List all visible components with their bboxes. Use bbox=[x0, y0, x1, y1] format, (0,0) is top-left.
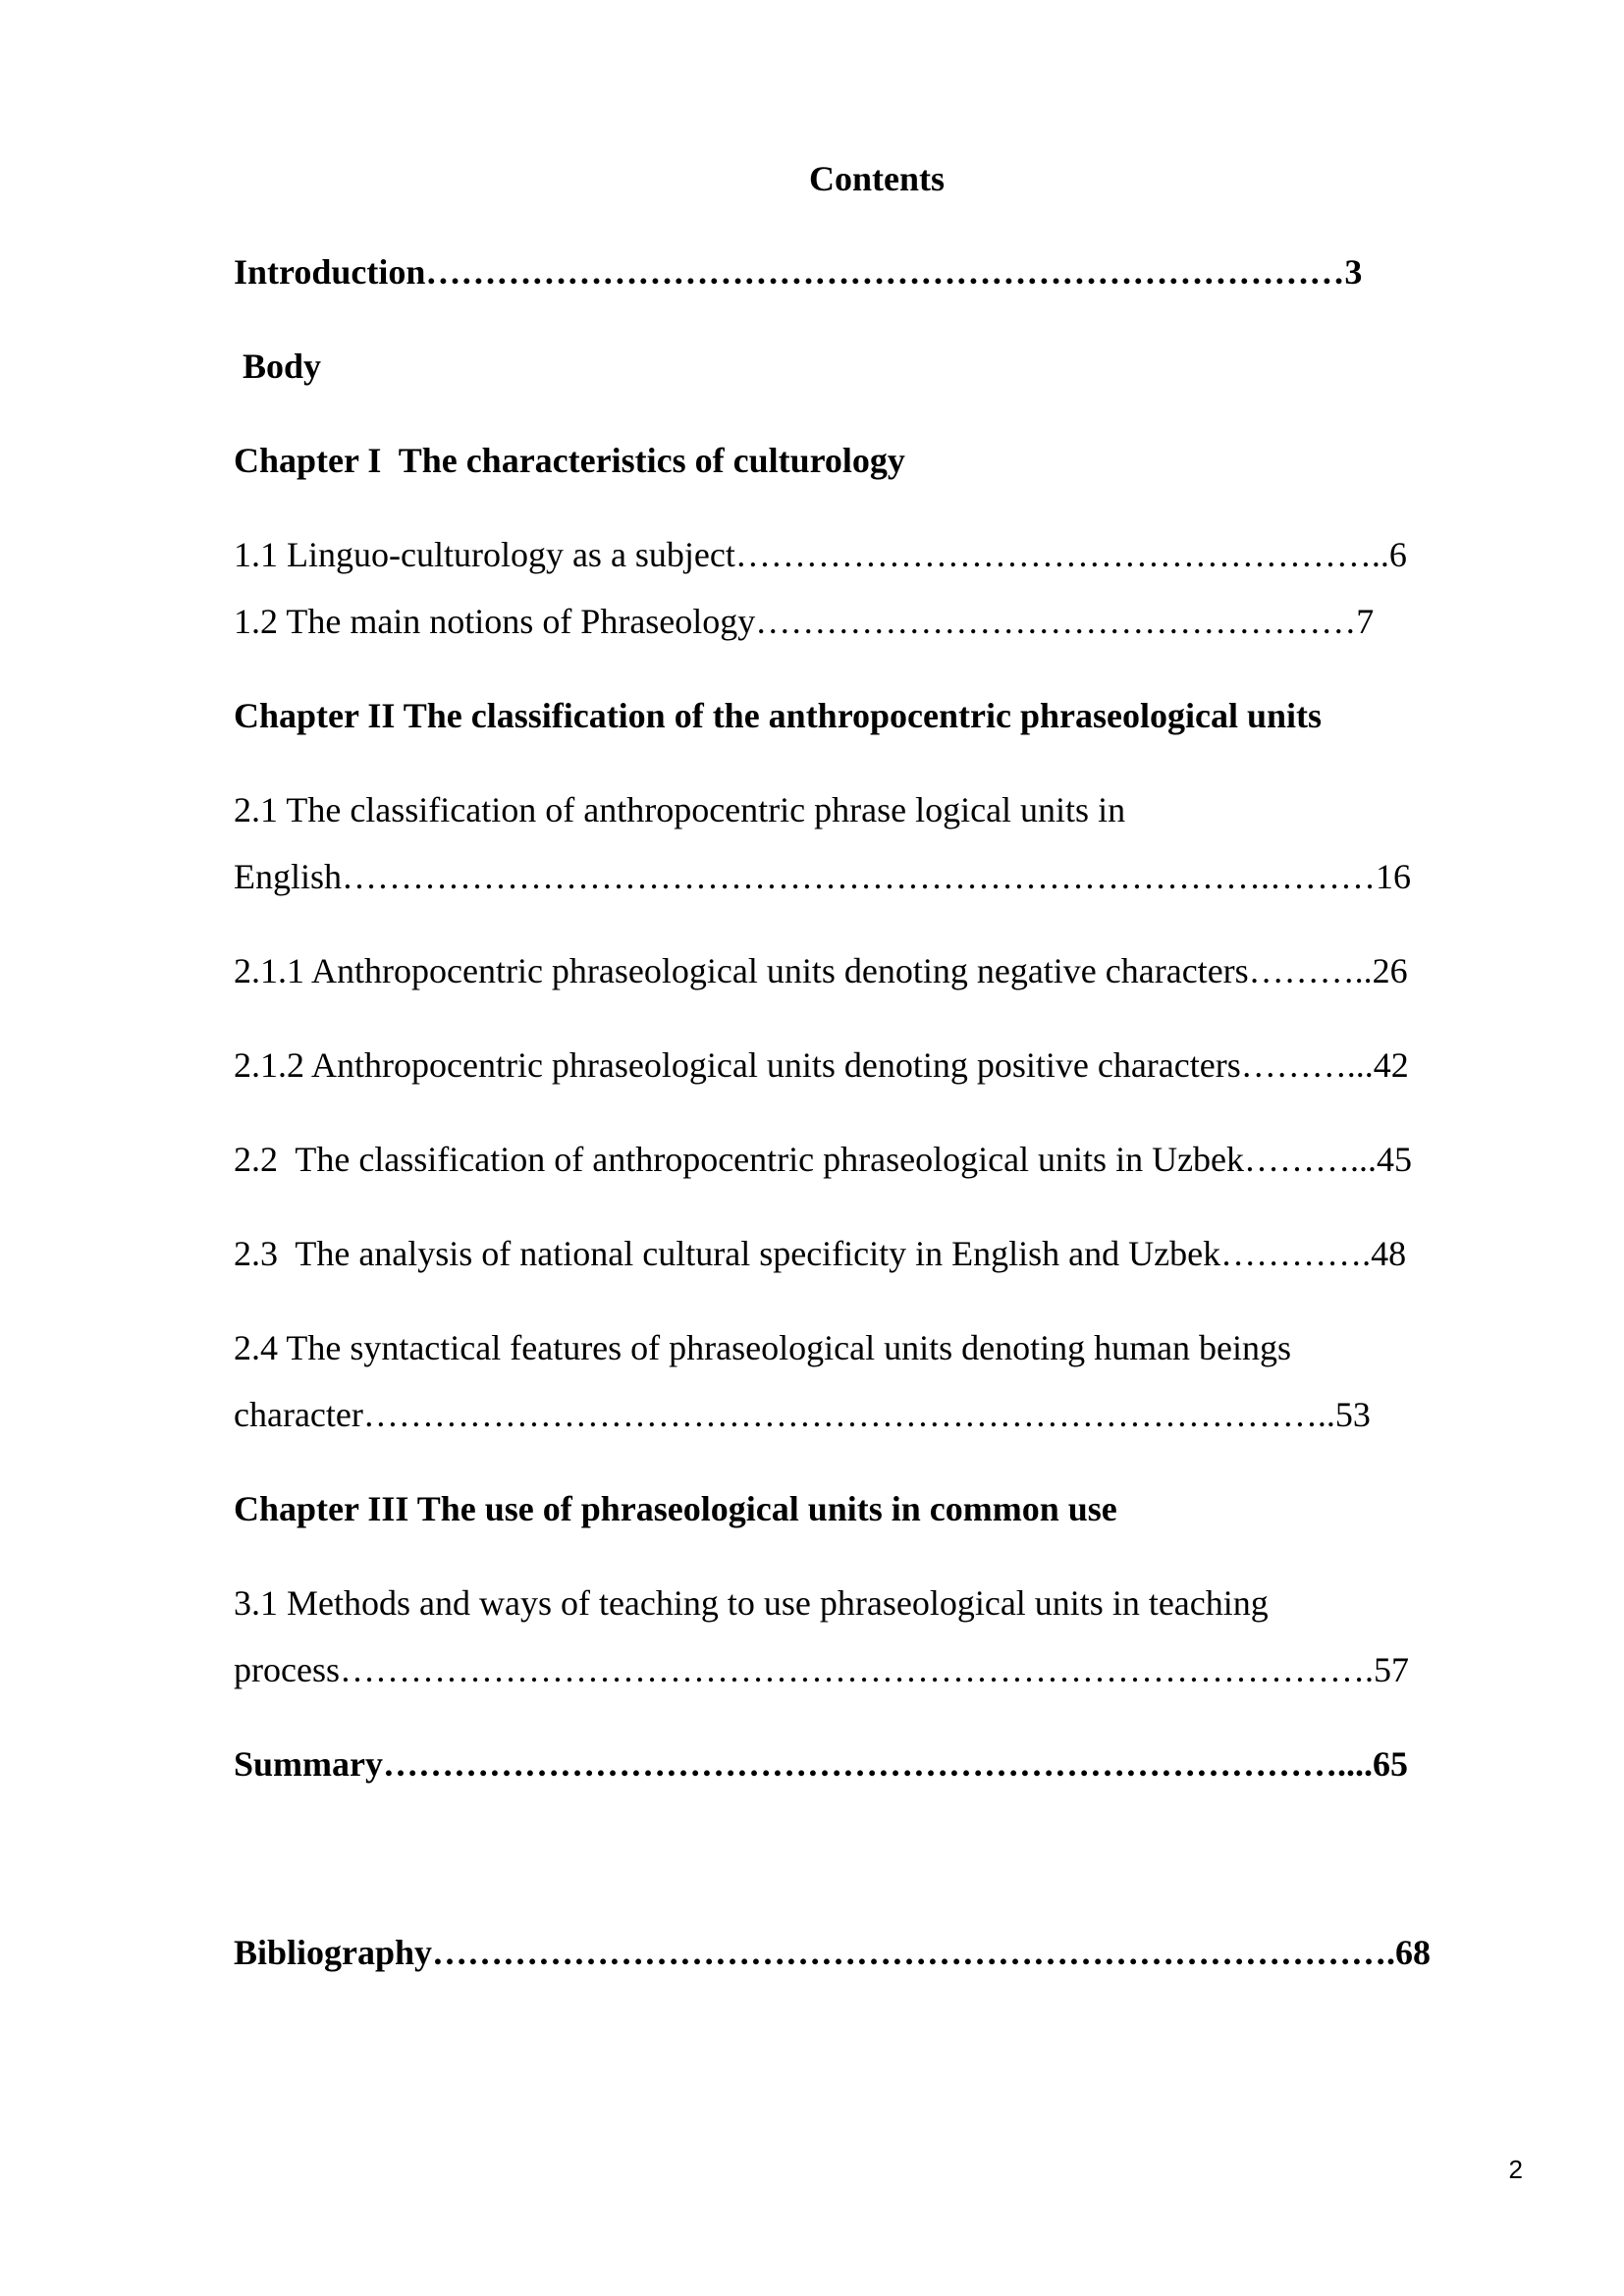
toc-entry-2-4-line-1: 2.4 The syntactical features of phraseological units denoting human beings bbox=[234, 1328, 1292, 1367]
toc-entry-bibliography: Bibliography……………………………………………………………………….68 bbox=[234, 1933, 1432, 1972]
toc-entry-3-1-line-2: process…………………………………………………………………………….57 bbox=[234, 1650, 1409, 1689]
toc-entry-summary: Summary………………………………………………………………………....65 bbox=[234, 1744, 1408, 1784]
toc-entry-2-1-2: 2.1.2 Anthropocentric phraseological units denoting positive characters………...42 bbox=[234, 1045, 1409, 1085]
toc-heading-chapter-1: Chapter I The characteristics of culturology bbox=[234, 441, 905, 480]
page-title: Contents bbox=[808, 159, 945, 198]
toc-heading-body: Body bbox=[234, 347, 322, 386]
toc-entry-2-1-line-2: English…………………………………………………………………….………16 bbox=[234, 857, 1412, 896]
toc-entry-2-3: 2.3 The analysis of national cultural specificity in English and Uzbek………….48 bbox=[234, 1234, 1407, 1273]
toc-entry-2-1-1: 2.1.1 Anthropocentric phraseological units denoting negative characters………..26 bbox=[234, 951, 1408, 990]
toc-entry-introduction: Introduction……………………………………………………………………3 bbox=[234, 252, 1363, 292]
toc-entry-3-1-line-1: 3.1 Methods and ways of teaching to use phraseological units in teaching bbox=[234, 1583, 1269, 1623]
toc-entry-2-2: 2.2 The classification of anthropocentric phraseological units in Uzbek………...45 bbox=[234, 1140, 1413, 1179]
toc-entry-2-4-line-2: character………………………………………………………………………..53 bbox=[234, 1395, 1371, 1434]
toc-heading-chapter-2: Chapter II The classification of the anthropocentric phraseological units bbox=[234, 696, 1323, 735]
toc-entry-1-2: 1.2 The main notions of Phraseology……………………………………………7 bbox=[234, 602, 1375, 641]
page-number: 2 bbox=[1508, 2155, 1523, 2184]
toc-heading-chapter-3: Chapter III The use of phraseological units in common use bbox=[234, 1489, 1117, 1528]
toc-entry-2-1-line-1: 2.1 The classification of anthropocentric phrase logical units in bbox=[234, 790, 1126, 829]
toc-entry-1-1: 1.1 Linguo-culturology as a subject………………………………………………..6 bbox=[234, 535, 1407, 574]
